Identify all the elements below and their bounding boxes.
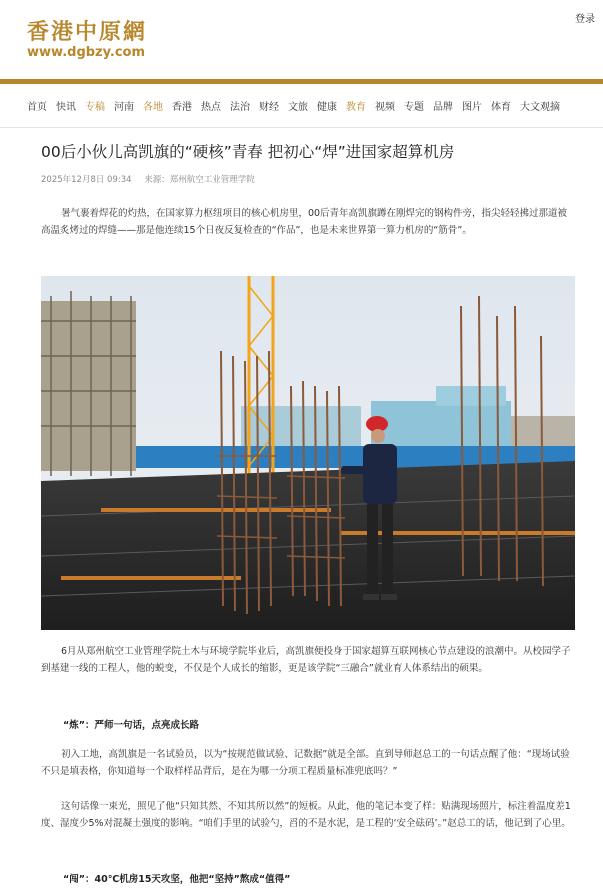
logo-text: 香港中原網	[27, 19, 148, 45]
article-subheading-1: “炼”：严师一句话，点亮成长路	[63, 720, 199, 731]
article-date: 2025年12月8日 09:34	[41, 175, 132, 185]
nav-item[interactable]: 图片	[462, 102, 482, 113]
article-photo	[41, 276, 575, 630]
article-title: 00后小伙儿高凯旗的“硬核”青春 把初心“焊”进国家超算机房	[41, 143, 455, 161]
article-source: 来源：郑州航空工业管理学院	[144, 175, 255, 185]
logo-url: www.dgbzy.com	[27, 45, 146, 60]
article-para-1: 6月从郑州航空工业管理学院土木与环境学院毕业后，高凯旗便投身于国家超算互联网核心节点建设的浪潮中。从校园学子到基建一线的工程人，他的蜕变，不仅是个人成长的缩影，更是该学院“三融合”就业育人体系结出的硕果。	[41, 646, 571, 674]
header-divider	[0, 79, 603, 84]
nav-item[interactable]: 体育	[491, 102, 511, 113]
article-para-2: 初入工地，高凯旗是一名试验员，以为“按规范做试验、记数据”就是全部。直到导师赵总工的一句话点醒了他：“现场试验不只是填表格，你知道每一个取样样品背后，是在为哪一分项工程质量标准兜底吗？”	[41, 749, 570, 777]
nav-item[interactable]: 品牌	[433, 102, 453, 113]
nav-item[interactable]: 河南	[114, 102, 134, 113]
article-intro: 暑气裹着焊花的灼热，在国家算力枢纽项目的核心机房里，00后青年高凯旗蹲在刚焊完的钢构件旁，指尖轻轻拂过那道被高温炙烤过的焊缝——那是他连续15个日夜反复检查的“作品”，也是未来世界第一算力机房的“筋骨”。	[41, 208, 568, 236]
nav-item[interactable]: 首页	[27, 102, 47, 113]
nav-item[interactable]: 专题	[404, 102, 424, 113]
nav-item[interactable]: 财经	[259, 102, 279, 113]
nav-item[interactable]: 大文观摘	[520, 102, 560, 113]
site-logo[interactable]	[27, 20, 147, 61]
nav-item[interactable]: 专稿	[85, 102, 105, 113]
nav-item[interactable]: 法治	[230, 102, 250, 113]
nav-item[interactable]: 香港	[172, 102, 192, 113]
nav-item[interactable]: 健康	[317, 102, 337, 113]
article-subheading-2: “闯”：40℃机房15天攻坚，他把“坚持”熬成“值得”	[63, 874, 291, 885]
nav-item[interactable]: 文旅	[288, 102, 308, 113]
nav-item[interactable]: 快讯	[56, 102, 76, 113]
nav-item[interactable]: 热点	[201, 102, 221, 113]
main-nav	[27, 98, 603, 114]
nav-item[interactable]: 各地	[143, 102, 163, 113]
nav-divider	[0, 127, 603, 128]
nav-item[interactable]: 视频	[375, 102, 395, 113]
login-link[interactable]: 登录	[575, 14, 595, 25]
article-meta	[41, 173, 265, 185]
nav-item[interactable]: 教育	[346, 102, 366, 113]
construction-photo-svg	[41, 276, 575, 630]
article-para-3: 这句话像一束光，照见了他“只知其然、不知其所以然”的短板。从此，他的笔记本变了样：贴满现场照片，标注着温度差1度、湿度少5%对混凝土强度的影响。“咱们手里的试验勺，舀的不是水泥，是工程的‘安全砝码’。”赵总工的话，他记到了心里。	[41, 801, 571, 829]
